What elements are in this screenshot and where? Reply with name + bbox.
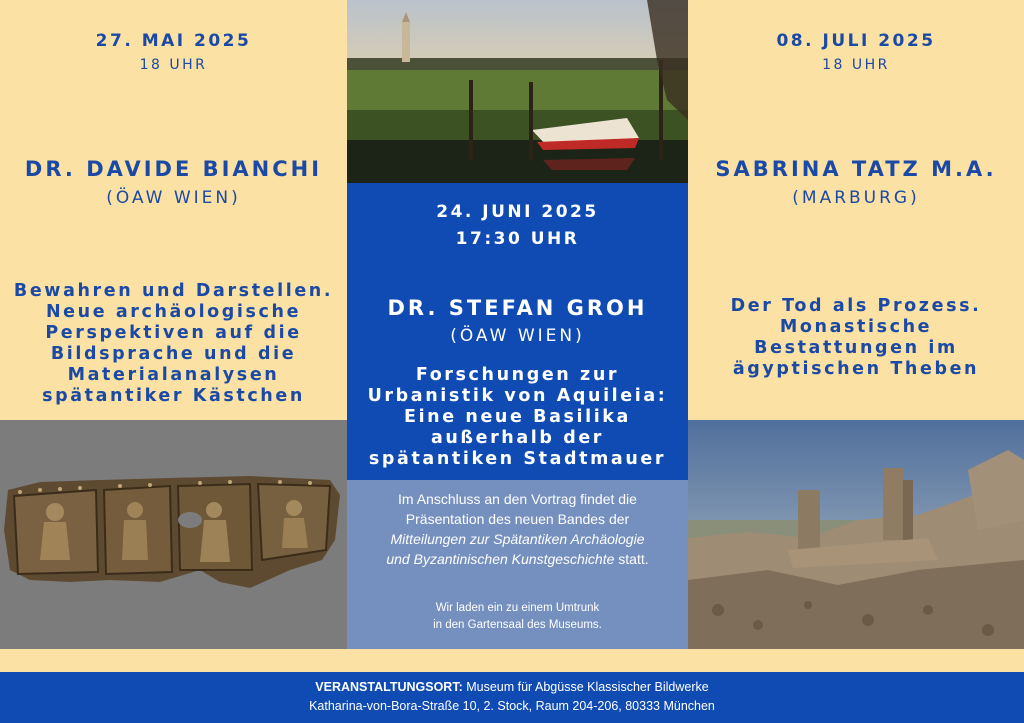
right-institution: (MARBURG) <box>792 188 920 208</box>
invite-line: in den Gartensaal des Museums. <box>433 619 602 631</box>
right-time: 18 UHR <box>822 57 890 73</box>
venue-line <box>0 678 1024 697</box>
venue-footer <box>0 672 1024 723</box>
center-topic-line: Urbanistik von Aquileia: <box>367 386 668 406</box>
left-time: 18 UHR <box>139 57 208 73</box>
left-lecture-panel <box>0 0 347 420</box>
left-topic-line: Materialanalysen <box>67 365 280 385</box>
center-speaker: DR. STEFAN GROH <box>387 296 648 320</box>
left-institution: (ÖAW WIEN) <box>106 188 241 208</box>
series-title: Mitteilungen zur Spätantiken Archäologie <box>390 531 645 547</box>
left-topic-line: Neue archäologische <box>45 302 302 322</box>
invitation-text <box>347 600 688 634</box>
center-topic-line: Forschungen zur <box>415 365 620 385</box>
center-topic <box>347 365 688 470</box>
presentation-text <box>347 489 688 569</box>
left-speaker: DR. DAVIDE BIANCHI <box>24 157 323 181</box>
left-topic-line: Perspektiven auf die <box>45 323 302 343</box>
center-topic-line: Eine neue Basilika <box>404 407 631 427</box>
casket-fragment-photo <box>0 420 347 649</box>
note-line <box>347 549 688 569</box>
left-topic-line: spätantiker Kästchen <box>42 386 305 406</box>
center-lecture-panel <box>347 183 688 480</box>
right-speaker: SABRINA TATZ M.A. <box>715 157 997 181</box>
center-topic-line: außerhalb der <box>430 428 605 448</box>
aquileia-landscape-photo <box>347 0 688 183</box>
center-topic-line: spätantiken Stadtmauer <box>368 449 667 469</box>
right-topic-line: Bestattungen im <box>754 338 958 358</box>
right-topic-line: ägyptischen Theben <box>732 359 980 379</box>
venue-label: VERANSTALTUNGSORT: <box>315 680 463 694</box>
left-date: 27. MAI 2025 <box>95 31 252 51</box>
theban-ruins-photo <box>688 420 1024 649</box>
note-line <box>347 529 688 549</box>
venue-address: Katharina-von-Bora-Straße 10, 2. Stock, Raum 204-206, 80333 München <box>309 699 715 713</box>
left-topic-line: Bewahren und Darstellen. <box>13 281 334 301</box>
left-topic <box>0 281 347 407</box>
center-institution: (ÖAW WIEN) <box>450 326 585 346</box>
center-time: 17:30 UHR <box>455 229 580 249</box>
bottom-stripe <box>0 649 1024 672</box>
book-presentation-note <box>347 480 688 649</box>
right-topic-line: Monastische <box>779 317 933 337</box>
right-topic <box>688 296 1024 380</box>
right-lecture-panel <box>688 0 1024 420</box>
note-line-end: statt. <box>614 551 649 567</box>
center-date: 24. JUNI 2025 <box>436 202 599 222</box>
venue-name: Museum für Abgüsse Klassischer Bildwerke <box>462 680 709 694</box>
invite-line: Wir laden ein zu einem Umtrunk <box>435 602 600 614</box>
note-line: Präsentation des neuen Bandes der <box>405 511 630 527</box>
note-line: Im Anschluss an den Vortrag findet die <box>398 491 637 507</box>
right-topic-line: Der Tod als Prozess. <box>730 296 982 316</box>
left-topic-line: Bildsprache und die <box>50 344 297 364</box>
right-date: 08. JULI 2025 <box>776 31 936 51</box>
series-title: und Byzantinischen Kunstgeschichte <box>386 551 615 567</box>
